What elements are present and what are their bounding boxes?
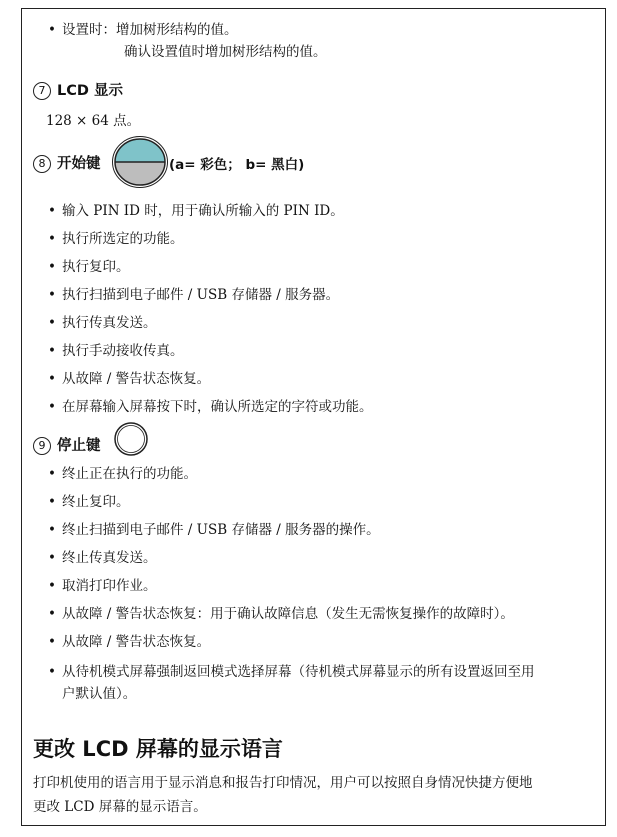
start-key-item: [48, 258, 130, 276]
bullet-dot: •: [48, 259, 56, 275]
bullet-dot: •: [48, 606, 56, 622]
bullet-dot: •: [48, 22, 56, 38]
list-item-text: 终止传真发送。: [62, 550, 157, 566]
start-key-item: [48, 342, 184, 360]
bullet-dot: •: [48, 578, 56, 594]
bullet-dot: •: [48, 664, 56, 680]
intro-line-1: 设置时：增加树形结构的值。: [62, 22, 238, 38]
stop-key-item: [48, 577, 157, 595]
stop-key-heading: [33, 434, 101, 455]
circled-number-9: 9: [33, 437, 51, 455]
circled-number-7: 7: [33, 82, 51, 100]
section-paragraph: [33, 771, 598, 819]
intro-line-2: 确认设置值时增加树形结构的值。: [124, 44, 327, 60]
stop-key-last-line-2: 户默认值）。: [62, 686, 137, 702]
list-item-text: 执行手动接收传真。: [62, 343, 184, 359]
list-item-text: 终止复印。: [62, 494, 130, 510]
circled-number-8: 8: [33, 155, 51, 173]
start-key-item: [48, 286, 339, 304]
bullet-dot: •: [48, 550, 56, 566]
paragraph-line-2: 更改 LCD 屏幕的显示语言。: [33, 799, 207, 815]
list-item-text: 从故障 / 警告状态恢复。: [62, 634, 211, 650]
stop-key-item: [48, 605, 514, 623]
start-key-icon: [112, 136, 168, 188]
start-key-item: [48, 370, 210, 388]
list-item-text: 输入 PIN ID 时，用于确认所输入的 PIN ID。: [62, 203, 344, 219]
start-key-title: 开始键: [57, 156, 101, 172]
list-item-text: 在屏幕输入屏幕按下时，确认所选定的字符或功能。: [62, 399, 373, 415]
start-key-note: (a= 彩色； b= 黑白): [169, 157, 305, 173]
list-item-text: 从故障 / 警告状态恢复：用于确认故障信息（发生无需恢复操作的故障时）。: [62, 606, 514, 622]
lcd-title: LCD 显示: [57, 83, 123, 99]
bullet-dot: •: [48, 315, 56, 331]
stop-key-icon: [113, 421, 149, 457]
bullet-dot: •: [48, 466, 56, 482]
stop-key-item: [48, 465, 197, 483]
bullet-dot: •: [48, 203, 56, 219]
list-item-text: 取消打印作业。: [62, 578, 157, 594]
paragraph-line-1: 打印机使用的语言用于显示消息和报告打印情况，用户可以按照自身情况快捷方便地: [33, 775, 533, 791]
stop-key-item: [48, 493, 130, 511]
bullet-dot: •: [48, 522, 56, 538]
bullet-dot: •: [48, 399, 56, 415]
stop-key-title: 停止键: [57, 438, 101, 454]
list-item-text: 终止扫描到电子邮件 / USB 存储器 / 服务器的操作。: [62, 522, 380, 538]
start-key-item: [48, 202, 344, 220]
bullet-dot: •: [48, 343, 56, 359]
intro-bullet: [48, 21, 238, 39]
list-item-text: 执行扫描到电子邮件 / USB 存储器 / 服务器。: [62, 287, 340, 303]
list-item-text: 从故障 / 警告状态恢复。: [62, 371, 211, 387]
lcd-heading: [33, 79, 123, 100]
stop-key-item: [48, 633, 210, 651]
stop-key-item: [48, 663, 535, 681]
bullet-dot: •: [48, 231, 56, 247]
list-item-text: 执行复印。: [62, 259, 130, 275]
lcd-text: 128 × 64 点。: [46, 113, 141, 129]
bullet-dot: •: [48, 494, 56, 510]
page-frame: [21, 8, 606, 826]
list-item-text: 执行传真发送。: [62, 315, 157, 331]
start-key-item: [48, 398, 373, 416]
bullet-dot: •: [48, 634, 56, 650]
stop-key-last-line-1: 从待机模式屏幕强制返回模式选择屏幕（待机模式屏幕显示的所有设置返回至用: [62, 664, 535, 680]
stop-key-item: [48, 521, 380, 539]
start-key-item: [48, 230, 184, 248]
start-key-item: [48, 314, 157, 332]
start-key-heading: [33, 152, 101, 173]
list-item-text: 执行所选定的功能。: [62, 231, 184, 247]
bullet-dot: •: [48, 287, 56, 303]
list-item-text: 终止正在执行的功能。: [62, 466, 197, 482]
section-title: 更改 LCD 屏幕的显示语言: [33, 737, 283, 761]
bullet-dot: •: [48, 371, 56, 387]
stop-key-item: [48, 549, 157, 567]
